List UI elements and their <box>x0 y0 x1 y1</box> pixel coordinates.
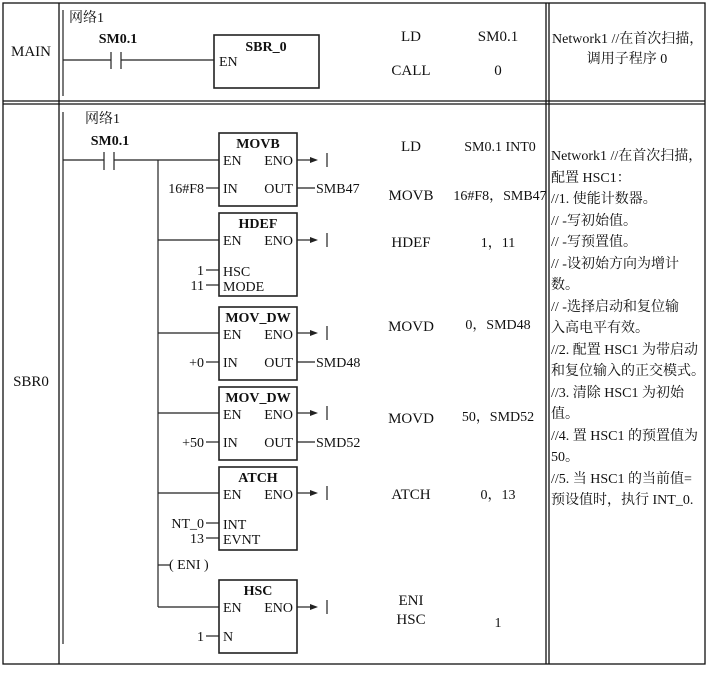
movb-out-pin: OUT <box>264 182 293 197</box>
hdef-mode-pin: MODE <box>223 280 265 295</box>
sbr0-comment-line: //5. 当 HSC1 的当前值= <box>551 471 692 487</box>
sbr0-contact-label: SM0.1 <box>90 134 130 149</box>
mov-dw-block-2 <box>182 387 360 460</box>
movb-eno: ENO <box>264 154 293 169</box>
sbr0-comment-line: //3. 清除 HSC1 为初始 <box>551 385 685 401</box>
mov-dw-2-in-pin: IN <box>223 436 238 451</box>
atch-int-pin: INT <box>223 518 247 533</box>
mov-dw-1-out-pin: OUT <box>264 356 293 371</box>
sbr0-stl-op-6: ATCH <box>391 487 431 503</box>
hdef-mode-value: 11 <box>190 279 204 294</box>
movb-in-pin: IN <box>223 182 238 197</box>
sbr0-stl-arg-5: 50，SMD52 <box>461 410 535 425</box>
sbr0-comment <box>551 146 704 512</box>
movb-in-value: 16#F8 <box>168 182 204 197</box>
main-stl-arg-2: 0 <box>494 63 502 79</box>
hsc-block <box>197 580 327 653</box>
eni-coil: ( ENI ) <box>169 558 209 573</box>
sbr0-comment-line: // -选择启动和复位输 <box>551 299 679 315</box>
mov-dw-2-en: EN <box>223 408 242 423</box>
main-stl-op-1: LD <box>401 29 421 45</box>
mov-dw-block-1 <box>189 307 360 380</box>
movb-out-value: SMB47 <box>316 182 360 197</box>
movb-en: EN <box>223 154 242 169</box>
sbr0-stl-arg-8: 1 <box>494 616 502 631</box>
atch-int-value: NT_0 <box>171 517 204 532</box>
mov-dw-2-eno: ENO <box>264 408 293 423</box>
hdef-eno: ENO <box>264 234 293 249</box>
main-ladder <box>63 10 319 96</box>
mov-dw-1-en: EN <box>223 328 242 343</box>
hdef-hsc-pin: HSC <box>223 265 251 280</box>
sbr0-comment-line: 数。 <box>551 278 579 293</box>
main-block-name: SBR_0 <box>245 40 287 55</box>
hsc-n-pin: N <box>223 630 234 645</box>
main-block-en: EN <box>219 55 238 70</box>
atch-en: EN <box>223 488 242 503</box>
sbr0-comment-line: // -写初始值。 <box>551 213 637 229</box>
mov-dw-1-in-pin: IN <box>223 356 238 371</box>
atch-block <box>171 467 327 550</box>
sbr0-stl-arg-1: SM0.1 INT0 <box>464 140 536 155</box>
main-contact-label: SM0.1 <box>98 32 138 47</box>
mov-dw-2-name: MOV_DW <box>225 391 291 406</box>
hdef-block-name: HDEF <box>238 217 278 232</box>
sbr0-stl-op-2: MOVB <box>388 188 434 204</box>
main-comment-line: Network1 //在首次扫描， <box>552 32 704 47</box>
hdef-hsc-value: 1 <box>197 264 204 279</box>
movb-block-name: MOVB <box>236 137 280 152</box>
atch-evnt-pin: EVNT <box>223 533 261 548</box>
sbr0-stl-op-7: ENI <box>398 593 424 609</box>
sbr0-comment-line: Network1 //在首次扫描， <box>551 149 703 164</box>
sbr0-stl-arg-2: 16#F8，SMB47 <box>453 189 547 204</box>
mov-dw-2-in-value: +50 <box>182 436 204 451</box>
hdef-block <box>191 213 327 296</box>
row-label-main: MAIN <box>11 44 51 60</box>
sbr0-comment-line: //4. 置 HSC1 的预置值为 <box>551 428 699 444</box>
hsc-eno: ENO <box>264 601 293 616</box>
sbr0-stl-op-8: HSC <box>396 612 426 628</box>
atch-eno: ENO <box>264 488 293 503</box>
sbr0-comment-line: 预设值时，执行 INT_0. <box>551 493 694 508</box>
main-comment-line: 调用子程序 0 <box>586 52 668 67</box>
atch-block-name: ATCH <box>238 471 278 486</box>
sbr0-stl-op-1: LD <box>401 139 421 155</box>
mov-dw-1-name: MOV_DW <box>225 311 291 326</box>
hsc-block-name: HSC <box>243 584 273 599</box>
sbr0-stl-op-3: HDEF <box>391 235 431 251</box>
main-network-title: 网络1 <box>69 11 104 26</box>
sbr0-comment-line: // -写预置值。 <box>551 235 637 250</box>
sbr0-comment-line: 50。 <box>551 450 579 465</box>
mov-dw-1-in-value: +0 <box>189 356 204 371</box>
hsc-n-value: 1 <box>197 630 204 645</box>
atch-evnt-value: 13 <box>190 532 204 547</box>
hdef-en: EN <box>223 234 242 249</box>
sbr0-comment-line: 入高电平有效。 <box>551 321 649 336</box>
main-stl-arg-1: SM0.1 <box>477 29 519 45</box>
sbr0-network-title: 网络1 <box>85 112 120 127</box>
sbr0-comment-line: 配置 HSC1： <box>551 170 631 186</box>
sbr0-comment-line: //2. 配置 HSC1 为带启动 <box>551 342 699 358</box>
main-stl-op-2: CALL <box>391 63 431 79</box>
mov-dw-1-eno: ENO <box>264 328 293 343</box>
sbr0-stl-arg-3: 1，11 <box>480 236 516 251</box>
mov-dw-2-out-pin: OUT <box>264 436 293 451</box>
mov-dw-1-out-value: SMD48 <box>316 356 361 371</box>
sbr0-stl-arg-6: 0，13 <box>480 488 516 503</box>
row-label-sbr0: SBR0 <box>13 374 49 390</box>
sbr0-comment-line: 值。 <box>551 407 579 422</box>
sbr0-comment-line: //1. 使能计数器。 <box>551 192 657 207</box>
mov-dw-2-out-value: SMD52 <box>316 436 361 451</box>
sbr0-comment-line: 和复位输入的正交模式。 <box>551 364 705 379</box>
main-comment <box>552 30 702 70</box>
sbr0-stl-op-5: MOVD <box>388 411 434 427</box>
hsc-en: EN <box>223 601 242 616</box>
sbr0-stl-op-4: MOVD <box>388 319 434 335</box>
movb-block <box>168 133 359 206</box>
sbr0-comment-line: // -设初始方向为增计 <box>551 256 679 272</box>
sbr0-stl-arg-4: 0，SMD48 <box>465 318 531 333</box>
